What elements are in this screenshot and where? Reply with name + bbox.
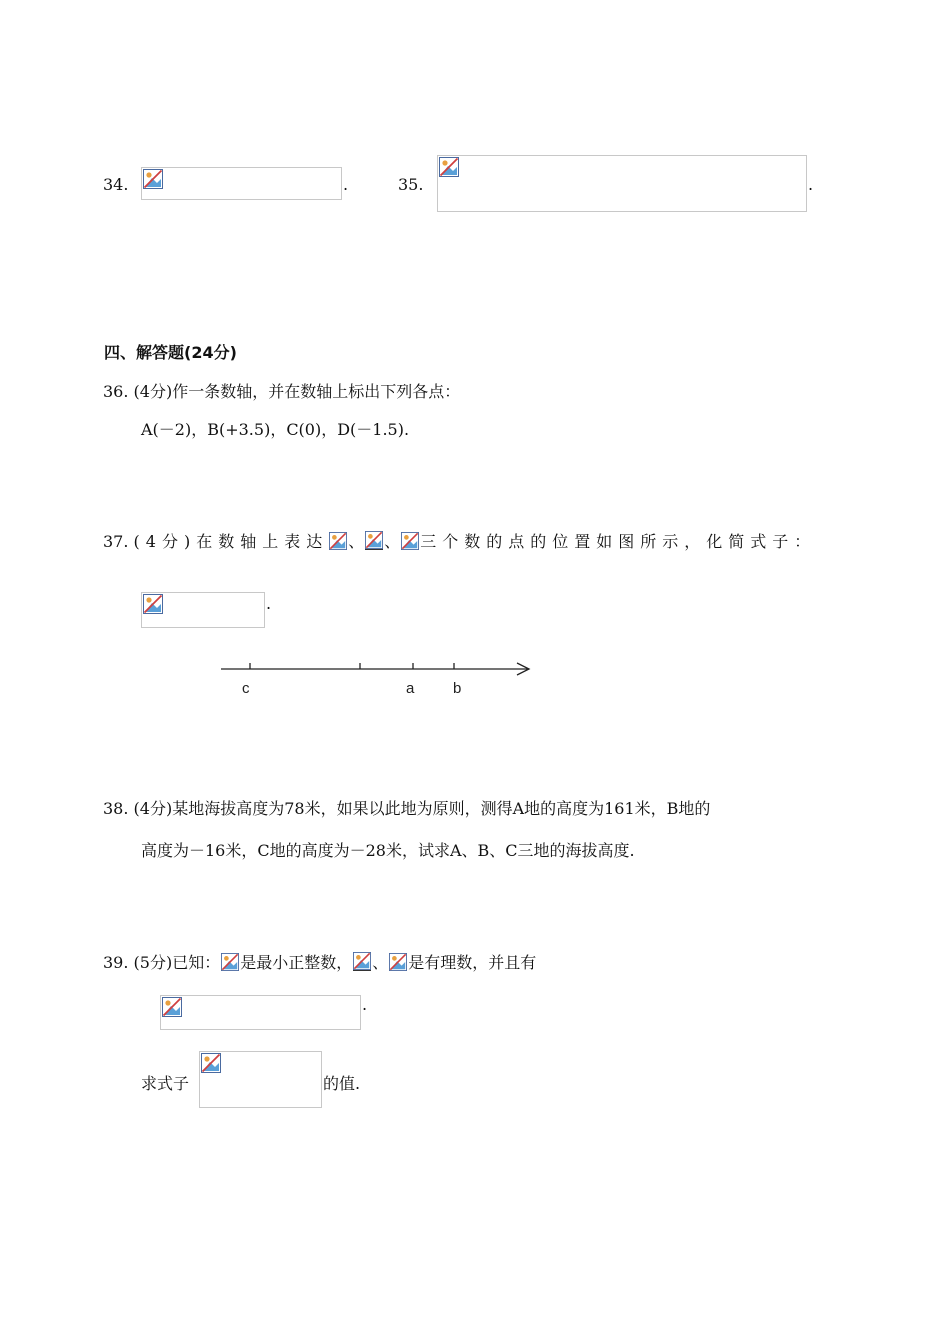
question-37-sep2: 、 (384, 532, 401, 551)
broken-image-icon (143, 169, 163, 189)
question-39-text-b: 是最小正整数， (240, 953, 353, 972)
question-39-text-a: (5分)已知： (133, 953, 221, 972)
question-34-end: . (343, 175, 349, 194)
question-39-number: 39. (103, 953, 129, 972)
broken-image-icon (365, 531, 383, 550)
question-36-points: A(－2)，B(+3.5)，C(0)，D(－1.5). (141, 420, 410, 439)
question-39 (103, 950, 536, 973)
question-37-text-after: 三个数的点的位置如图所示，化简式子： (420, 532, 817, 551)
question-37-number: 37. (103, 532, 129, 551)
broken-image-icon (201, 1053, 221, 1073)
number-line-figure (215, 658, 540, 703)
question-35-end: . (808, 175, 814, 194)
formula-image-39a (160, 995, 361, 1030)
question-38-line2: 高度为－16米，C地的高度为－28米，试求A、B、C三地的海拔高度. (141, 841, 635, 860)
broken-image-icon (353, 952, 371, 971)
broken-image-icon (389, 953, 407, 971)
label-a: a (406, 680, 415, 697)
question-37-end: . (266, 594, 272, 613)
formula-image-37 (141, 592, 265, 628)
question-34-number: 34. (103, 175, 129, 194)
question-36-text: (4分)作一条数轴，并在数轴上标出下列各点： (133, 382, 461, 401)
question-36-number: 36. (103, 382, 129, 401)
broken-image-icon (329, 532, 347, 550)
broken-image-icon (221, 953, 239, 971)
question-37 (103, 529, 816, 552)
formula-image-35 (437, 155, 807, 212)
broken-image-icon (439, 157, 459, 177)
broken-image-icon (162, 997, 182, 1017)
question-39-text-c: 是有理数，并且有 (408, 953, 537, 972)
question-37-text-before: (4分)在数轴上表达 (133, 532, 329, 551)
question-39-ask-before: 求式子 (141, 1074, 190, 1093)
label-c: c (242, 680, 250, 697)
question-36 (103, 379, 460, 402)
label-b: b (453, 680, 462, 697)
question-38-line1: (4分)某地海拔高度为78米，如果以此地为原则，测得A地的高度为161米，B地的 (133, 799, 711, 818)
question-35-number: 35. (398, 175, 424, 194)
section-heading: 四、解答题(24分) (104, 343, 237, 362)
question-38-number: 38. (103, 799, 129, 818)
question-39-end: . (362, 995, 368, 1014)
question-37-sep1: 、 (348, 532, 365, 551)
broken-image-icon (143, 594, 163, 614)
formula-image-39b (199, 1051, 322, 1108)
question-39-ask-after: 的值. (323, 1074, 361, 1093)
broken-image-icon (401, 532, 419, 550)
question-39-sep: 、 (372, 953, 389, 972)
question-38 (103, 796, 710, 819)
formula-image-34 (141, 167, 342, 200)
